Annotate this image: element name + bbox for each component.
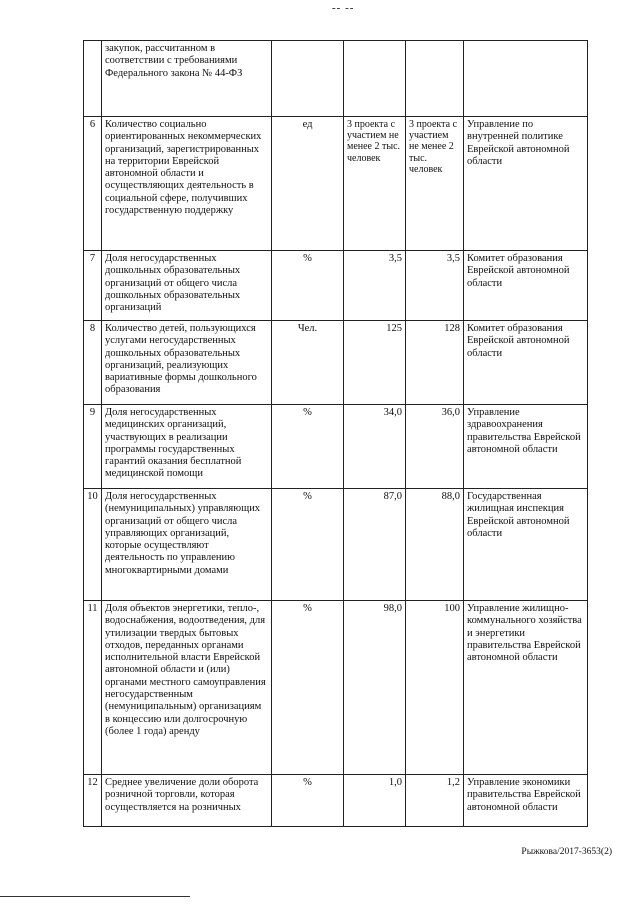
unit: % [272, 775, 344, 827]
value-year-1: 125 [344, 321, 406, 405]
unit: % [272, 601, 344, 775]
value-year-1: 3 проекта с участием не менее 2 тыс. человек [344, 117, 406, 251]
value-year-1: 87,0 [344, 489, 406, 601]
table-row [84, 251, 588, 321]
value-year-2: 36,0 [406, 405, 464, 489]
indicator-name: Доля негосударственных медицинских организаций, участвующих в реализации программы государственных гарантий оказания бесплатной медицинской помощи [102, 405, 272, 489]
value-year-2: 88,0 [406, 489, 464, 601]
row-number: 10 [84, 489, 102, 601]
row-number [84, 41, 102, 117]
row-number: 8 [84, 321, 102, 405]
indicator-name: Количество социально ориентированных некоммерческих организаций, зарегистрированных на территории Еврейской автономной области и осуществляющих деятельность в социальной сфере, получивших государственную поддержку [102, 117, 272, 251]
value-year-2: 1,2 [406, 775, 464, 827]
value-year-2: 3,5 [406, 251, 464, 321]
value-year-2: 3 проекта с участием не менее 2 тыс. человек [406, 117, 464, 251]
table-row [84, 321, 588, 405]
row-number: 9 [84, 405, 102, 489]
row-number: 12 [84, 775, 102, 827]
value-year-2: 128 [406, 321, 464, 405]
indicator-name: Количество детей, пользующихся услугами негосударственных дошкольных образовательных организаций, реализующих вариативные формы дошкольного образования [102, 321, 272, 405]
table-row [84, 601, 588, 775]
table-row [84, 117, 588, 251]
indicator-name: Доля негосударственных дошкольных образовательных организаций от общего числа дошкольных образовательных организаций [102, 251, 272, 321]
unit [272, 41, 344, 117]
row-number: 7 [84, 251, 102, 321]
row-number: 6 [84, 117, 102, 251]
indicator-name: Доля негосударственных (немуниципальных) управляющих организаций от общего числа управляющих организаций, которые осуществляют деятельность по управлению многоквартирными домами [102, 489, 272, 601]
responsible-body: Комитет образования Еврейской автономной области [464, 251, 588, 321]
value-year-1: 98,0 [344, 601, 406, 775]
value-year-2 [406, 41, 464, 117]
value-year-1: 34,0 [344, 405, 406, 489]
table-row [84, 405, 588, 489]
responsible-body: Комитет образования Еврейской автономной области [464, 321, 588, 405]
unit: ед [272, 117, 344, 251]
table-row [84, 41, 588, 117]
responsible-body: Управление по внутренней политике Еврейской автономной области [464, 117, 588, 251]
row-number: 11 [84, 601, 102, 775]
unit: % [272, 251, 344, 321]
responsible-body: Государственная жилищная инспекция Еврейской автономной области [464, 489, 588, 601]
value-year-1: 1,0 [344, 775, 406, 827]
value-year-2: 100 [406, 601, 464, 775]
responsible-body: Управление жилищно-коммунального хозяйства и энергетики правительства Еврейской автономной области [464, 601, 588, 775]
responsible-body [464, 41, 588, 117]
page-mark: -- -- [332, 2, 355, 14]
responsible-body: Управление экономики правительства Еврейской автономной области [464, 775, 588, 827]
responsible-body: Управление здравоохранения правительства Еврейской автономной области [464, 405, 588, 489]
unit: Чел. [272, 321, 344, 405]
indicators-table [83, 40, 588, 827]
unit: % [272, 405, 344, 489]
indicator-name: Среднее увеличение доли оборота розничной торговли, которая осуществляется на розничных [102, 775, 272, 827]
bottom-divider [0, 896, 190, 897]
table-row [84, 775, 588, 827]
indicator-name: закупок, рассчитанном в соответствии с требованиями Федерального закона № 44-ФЗ [102, 41, 272, 117]
table-row [84, 489, 588, 601]
document-code: Рыжкова/2017-3653(2) [521, 847, 612, 857]
indicator-name: Доля объектов энергетики, тепло-, водоснабжения, водоотведения, для утилизации твердых бытовых отходов, переданных органами исполнительной власти Еврейской автономной области и (или) органами местного самоуправления негосударственным (немуниципальным) организациям в концессию или долгосрочную (более 1 года) аренду [102, 601, 272, 775]
value-year-1 [344, 41, 406, 117]
value-year-1: 3,5 [344, 251, 406, 321]
unit: % [272, 489, 344, 601]
